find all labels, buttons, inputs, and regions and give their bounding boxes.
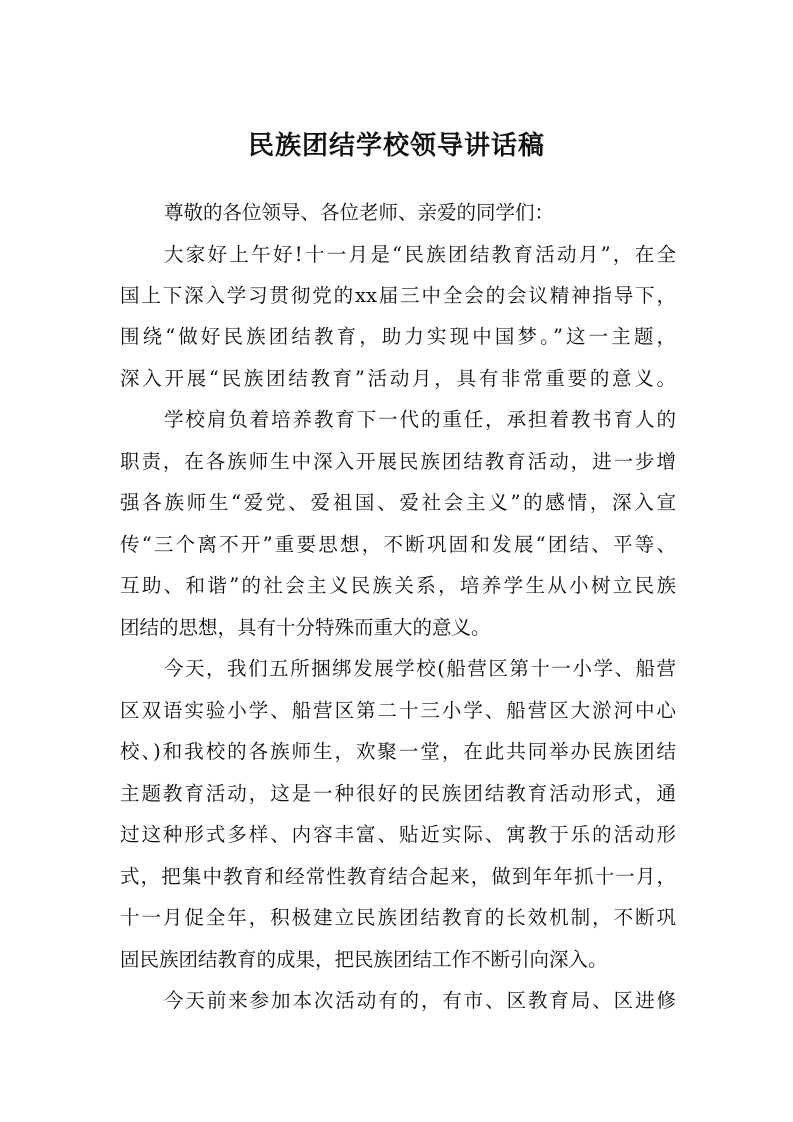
paragraph-3-line-2: 区双语实验小学、船营区第二十三小学、船营区大淤河中心 — [120, 699, 676, 722]
paragraph-1-line-3: 围绕“做好民族团结教育，助力实现中国梦。”这一主题， — [120, 325, 676, 348]
paragraph-4-line-1: 今天前来参加本次活动有的，有市、区教育局、区进修 — [164, 989, 676, 1012]
paragraph-2-line-5: 互助、和谐”的社会主义民族关系，培养学生从小树立民族 — [120, 574, 676, 597]
paragraph-3-line-1: 今天，我们五所捆绑发展学校(船营区第十一小学、船营 — [164, 657, 676, 680]
paragraph-2-line-3: 强各族师生“爱党、爱祖国、爱社会主义”的感情，深入宣 — [120, 491, 676, 514]
salutation-line: 尊敬的各位领导、各位老师、亲爱的同学们： — [164, 201, 555, 224]
paragraph-1-line-2: 国上下深入学习贯彻党的xx届三中全会的会议精神指导下， — [120, 284, 676, 307]
paragraph-2-line-1: 学校肩负着培养教育下一代的重任，承担着教书育人的 — [164, 408, 676, 431]
paragraph-2-line-2: 职责，在各族师生中深入开展民族团结教育活动，进一步增 — [120, 450, 676, 473]
document-title: 民族团结学校领导讲话稿 — [247, 131, 545, 161]
paragraph-3-line-4: 主题教育活动，这是一种很好的民族团结教育活动形式，通 — [120, 782, 676, 805]
paragraph-2-line-4: 传“三个离不开”重要思想，不断巩固和发展“团结、平等、 — [120, 533, 676, 556]
paragraph-3-line-6: 式，把集中教育和经常性教育结合起来，做到年年抓十一月， — [120, 865, 676, 888]
paragraph-3-line-8: 固民族团结教育的成果，把民族团结工作不断引向深入。 — [120, 948, 608, 971]
paragraph-3-line-7: 十一月促全年，积极建立民族团结教育的长效机制，不断巩 — [120, 906, 676, 929]
paragraph-1-line-4: 深入开展“民族团结教育”活动月，具有非常重要的意义。 — [120, 367, 676, 390]
paragraph-3-line-5: 过这种形式多样、内容丰富、贴近实际、寓教于乐的活动形 — [120, 823, 676, 846]
paragraph-3-line-3: 校、)和我校的各族师生，欢聚一堂，在此共同举办民族团结 — [120, 740, 676, 763]
paragraph-1-line-1: 大家好上午好!十一月是“民族团结教育活动月”，在全 — [164, 243, 676, 266]
paragraph-2-line-6: 团结的思想，具有十分特殊而重大的意义。 — [120, 616, 491, 639]
